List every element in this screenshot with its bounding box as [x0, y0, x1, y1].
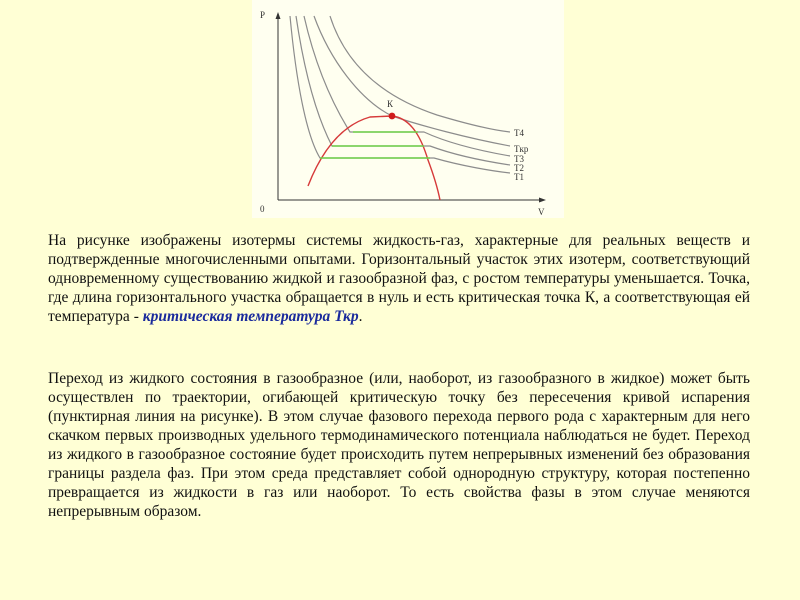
isotherm-label-t2: T2 [514, 163, 524, 173]
critical-temperature-term: критическая температура Ткр [142, 308, 359, 325]
isotherm-t4 [330, 16, 510, 132]
origin-label: 0 [260, 204, 265, 214]
v-axis-arrow [539, 198, 546, 203]
paragraph-isotherms-text: На рисунке изображены изотермы системы жидкость-газ, характерные для реальных веществ и подтвержденные многочисленными опытами. Горизонтальный участок этих изотерм, соответствующий одновременному существованию жидкой и газообразной фаз, с ростом температуры уменьшается. Точка, где длина горизонтального участка обращается в нуль и есть критическая точка К, а соответствующая ей температура - [48, 232, 750, 325]
paragraph-isotherms-end: . [358, 308, 363, 325]
isotherm-figure [252, 0, 564, 218]
paragraph-phase-transition: Переход из жидкого состояния в газообразное (или, наоборот, из газообразного в жидкое) может быть осуществлен по траектории, огибающей критическую точку без пересечения кривой испарения (пунктирная линия на рисунке). В этом случае фазового перехода первого рода с характерным для него скачком первых производных удельного термодинамического потенциала наблюдаться не будет. Переход из жидкого в газообразное состояние будет происходить путем непрерывных изменений без образования границы раздела фаз. При этом среда представляет собой однородную структуру, которая постепенно превращается из жидкости в газ или наоборот. То есть свойства фазы в этом случае меняются непрерывным образом. [48, 370, 750, 520]
p-axis-label: P [260, 10, 266, 20]
v-axis-label: V [538, 207, 545, 217]
isotherm-label-t1: T1 [514, 172, 524, 182]
isotherm-diagram [252, 0, 564, 218]
critical-point-label: К [387, 99, 394, 109]
p-axis-arrow [276, 12, 281, 19]
isotherm-label-tcr: Tкр [514, 144, 529, 154]
paragraph-isotherms [48, 231, 750, 326]
isotherm-label-t4: T4 [514, 128, 524, 138]
isotherm-t3 [304, 16, 510, 156]
isotherm-label-t3: T3 [514, 154, 524, 164]
critical-point-marker [389, 113, 396, 120]
